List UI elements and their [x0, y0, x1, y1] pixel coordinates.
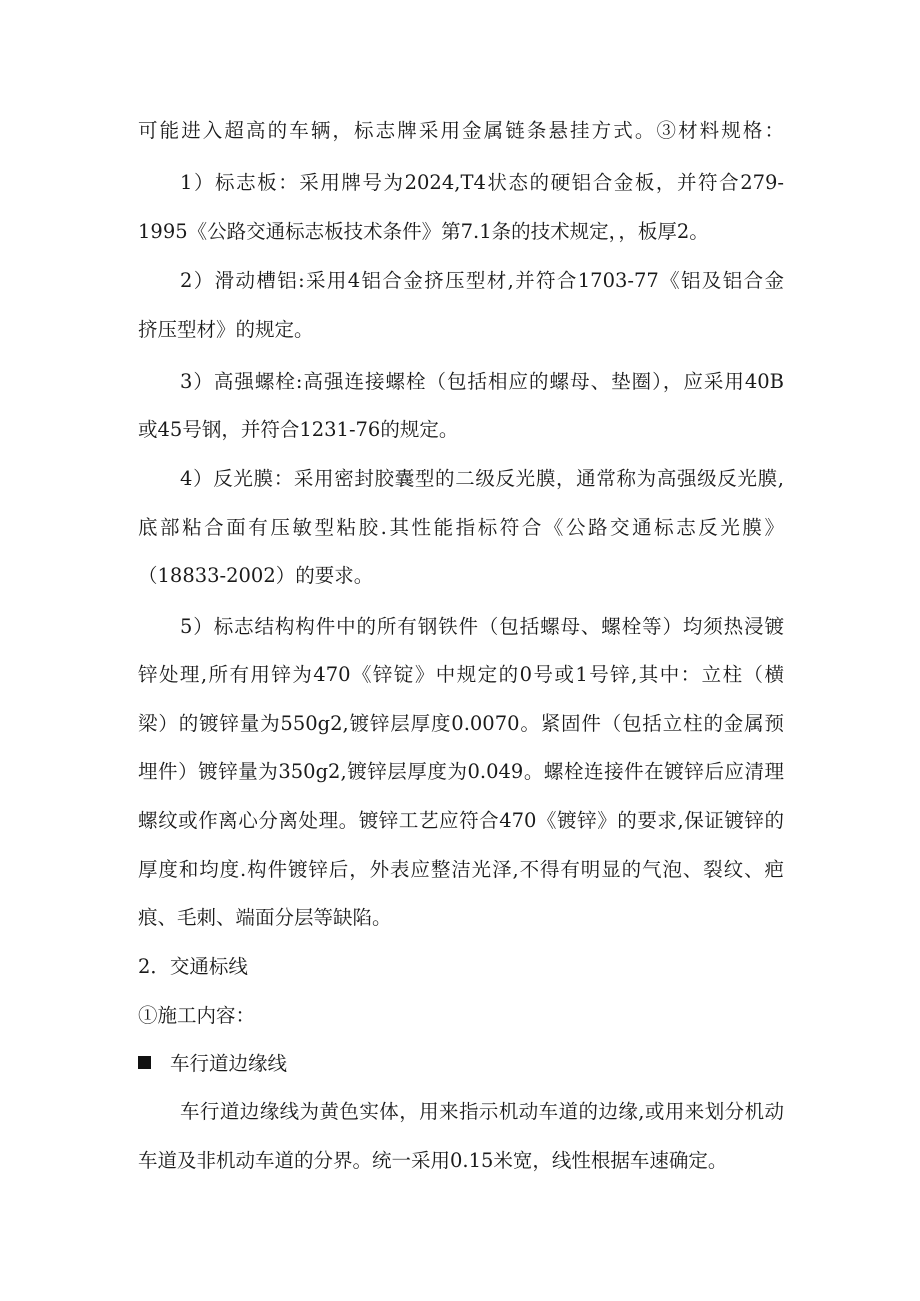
- text-line: 3）高强螺栓:高强连接螺栓（包括相应的螺母、垫圈），应采用40B: [180, 370, 784, 393]
- text-line: 厚度和均度.构件镀锌后，外表应整洁光泽,不得有明显的气泡、裂纹、疤: [138, 858, 784, 881]
- text-line: 车道及非机动车道的分界。统一采用0.15米宽，线性根据车速确定。: [138, 1149, 728, 1172]
- text-line: 可能进入超高的车辆，标志牌采用金属链条悬挂方式。③材料规格：: [138, 119, 784, 142]
- text-line: 埋件）镀锌量为350g2,镀锌层厚度为0.049。螺栓连接件在镀锌后应清理: [138, 760, 784, 783]
- text-line: （18833-2002）的要求。: [138, 564, 374, 587]
- text-line: 螺纹或作离心分离处理。镀锌工艺应符合470《镀锌》的要求,保证镀锌的: [138, 809, 784, 832]
- section-heading: 2．交通标线: [138, 955, 248, 978]
- bullet-item-label: 车行道边缘线: [170, 1052, 288, 1075]
- bullet-item: [138, 1052, 287, 1076]
- text-line: 1995《公路交通标志板技术条件》第7.1条的技术规定，，板厚2。: [138, 220, 709, 243]
- text-line: 底部粘合面有压敏型粘胶.其性能指标符合《公路交通标志反光膜》: [138, 516, 784, 539]
- text-line: 痕、毛刺、端面分层等缺陷。: [138, 906, 392, 929]
- text-line: 锌处理,所有用锌为470《锌锭》中规定的0号或1号锌,其中：立柱（横: [138, 663, 784, 686]
- subsection-label: ①施工内容：: [138, 1004, 256, 1027]
- text-line: 4）反光膜：采用密封胶囊型的二级反光膜，通常称为高强级反光膜,: [180, 467, 784, 490]
- text-line: 梁）的镀锌量为550g2,镀锌层厚度0.0070。紧固件（包括立柱的金属预: [138, 712, 784, 735]
- text-line: 2）滑动槽铝:采用4铝合金挤压型材,并符合1703-77《铝及铝合金: [180, 269, 784, 292]
- text-line: 车行道边缘线为黄色实体，用来指示机动车道的边缘,或用来划分机动: [180, 1100, 784, 1123]
- text-line: 或45号钢，并符合1231-76的规定。: [138, 418, 459, 441]
- text-line: 挤压型材》的规定。: [138, 318, 314, 341]
- square-bullet-icon: [138, 1056, 151, 1069]
- text-line: 1）标志板：采用牌号为2024,T4状态的硬铝合金板，并符合279-: [180, 171, 784, 194]
- text-line: 5）标志结构构件中的所有钢铁件（包括螺母、螺栓等）均须热浸镀: [180, 615, 784, 638]
